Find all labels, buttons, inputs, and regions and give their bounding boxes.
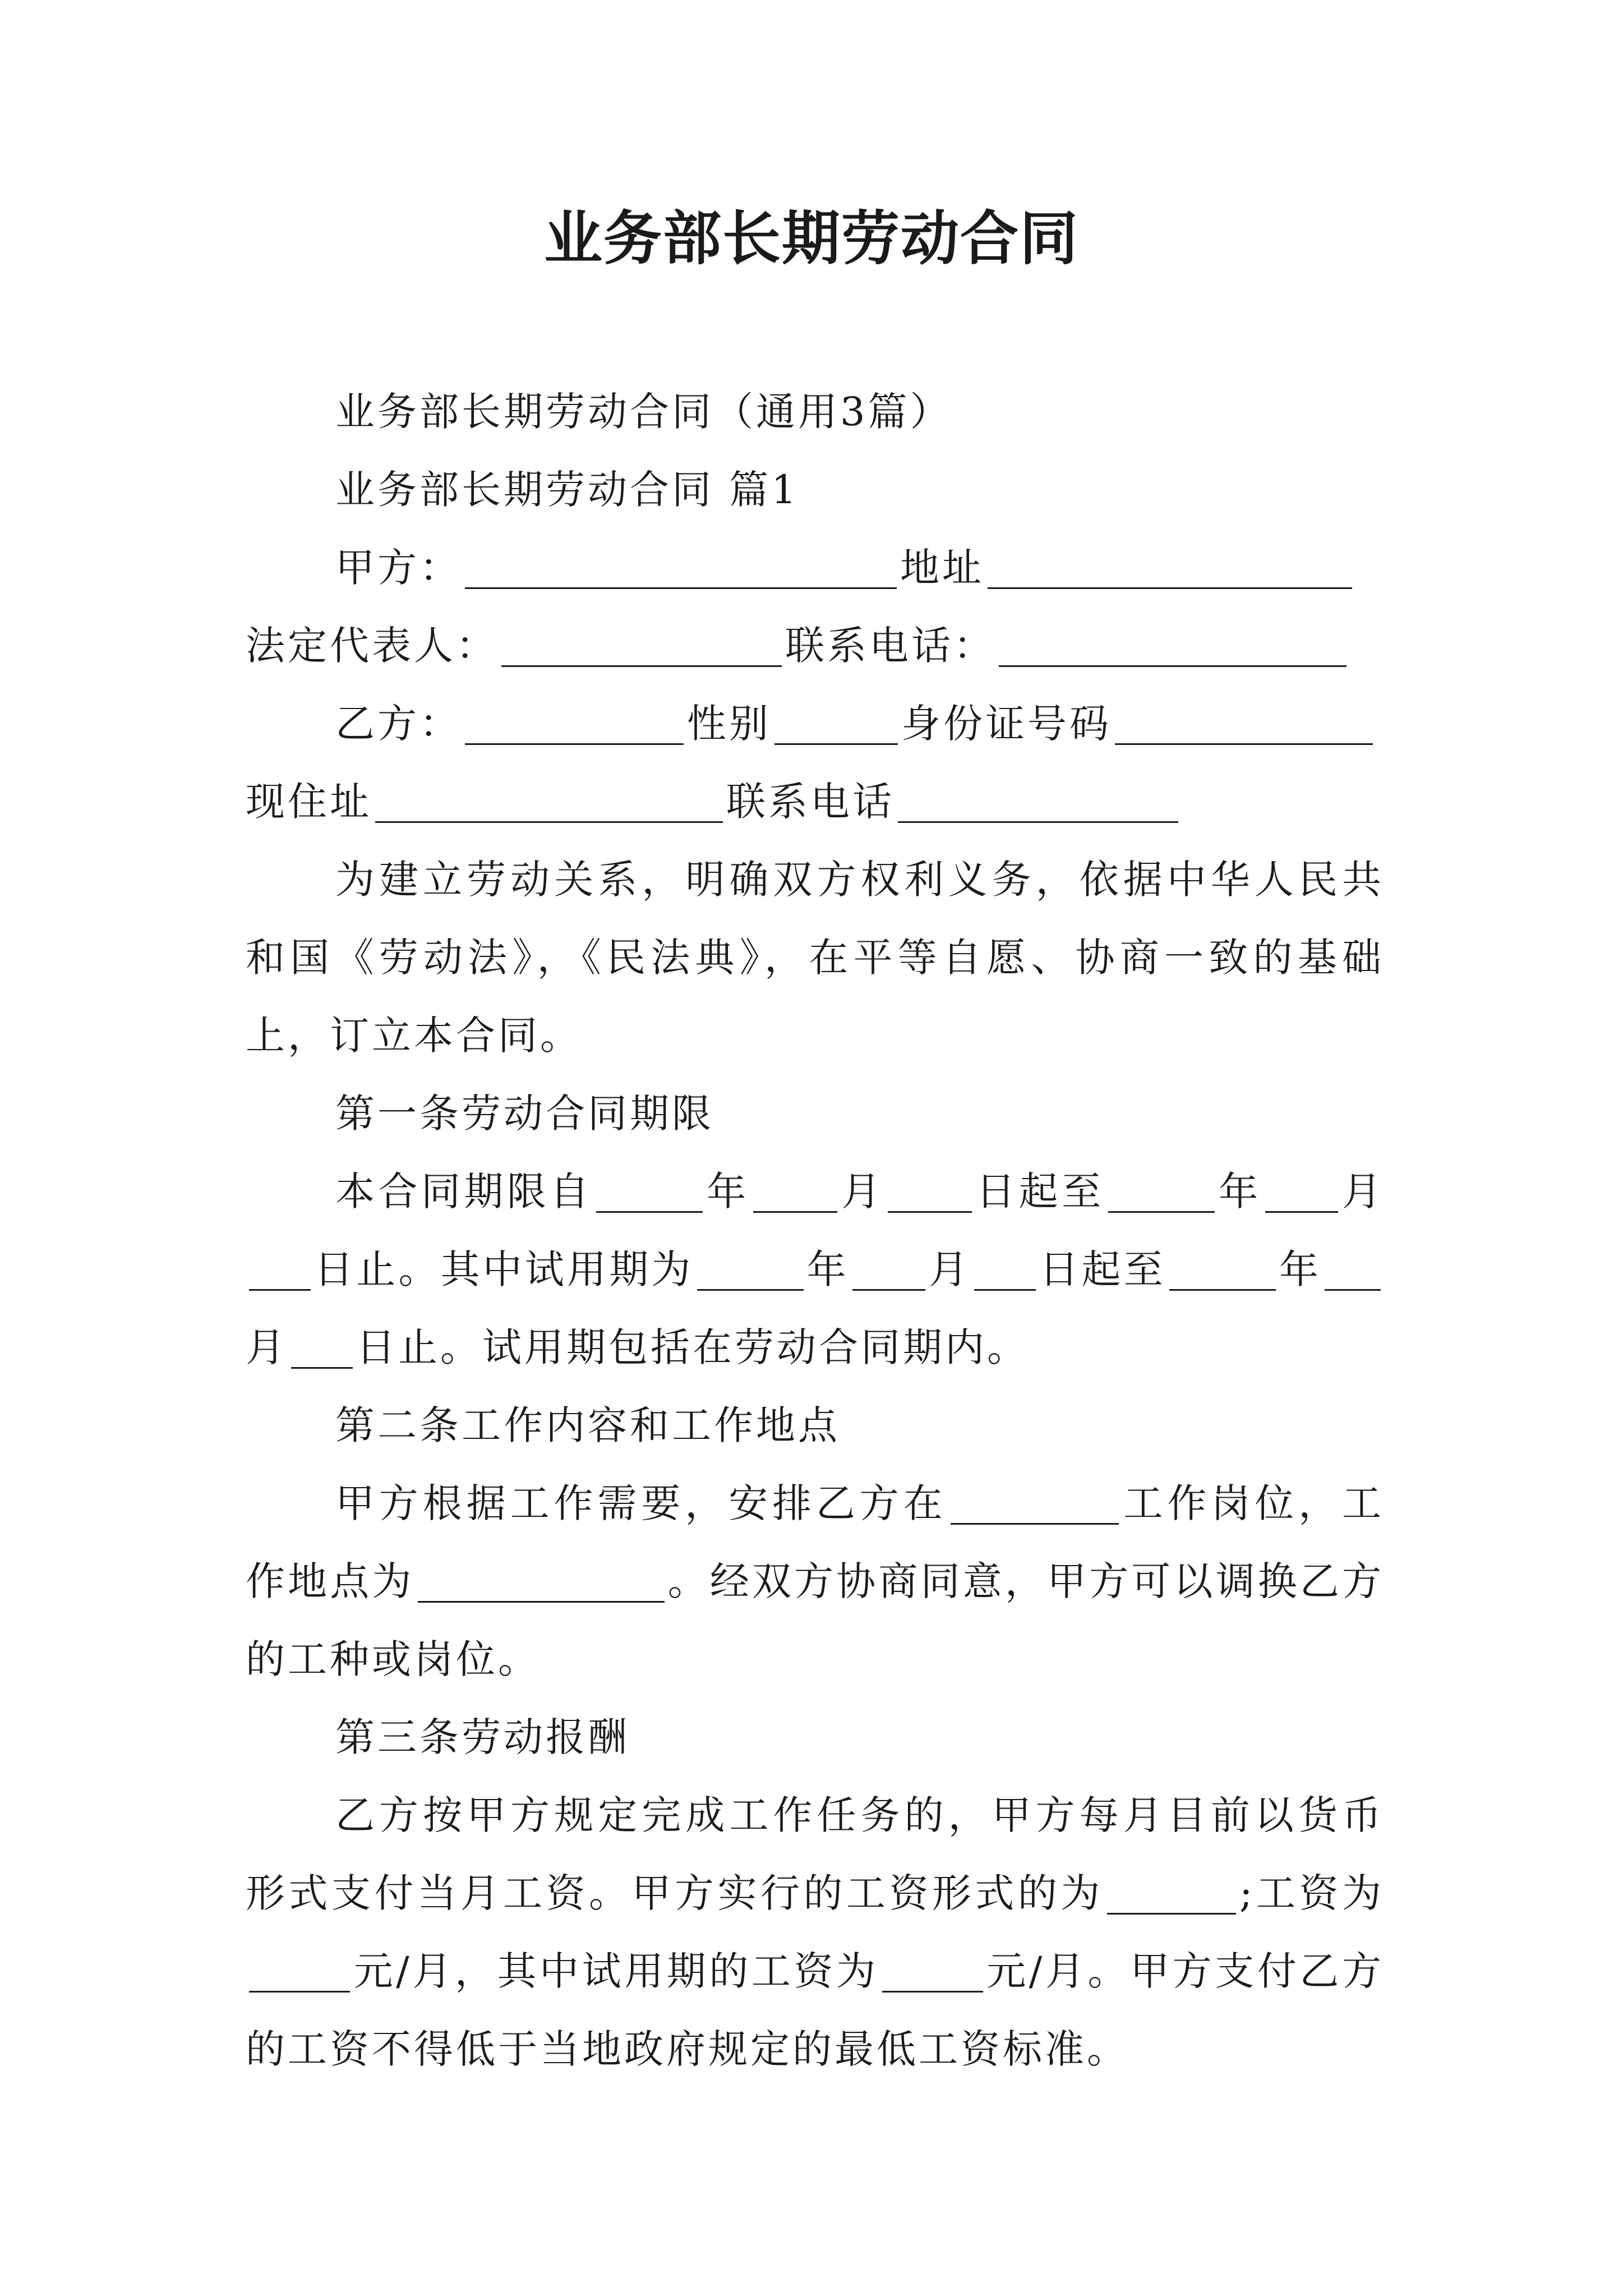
- address-label: 地址: [900, 545, 984, 591]
- gender-label: 性别: [687, 701, 771, 747]
- article-2-text-2: 工作岗位，工作地点为: [246, 1480, 1385, 1604]
- article-3-text: 乙方按甲方规定完成工作任务的，甲方每月目前以货币形式支付当月工资。甲方实行的工资形式的为: [246, 1792, 1384, 1916]
- gender-blank: [774, 710, 898, 745]
- article-1-text: 本合同期限自: [335, 1168, 593, 1214]
- month-label: 月: [246, 1324, 288, 1370]
- start-year-blank: [596, 1177, 703, 1213]
- party-a-label: 甲方：: [335, 545, 462, 591]
- article-2-text-3: 。经双方协商同意，甲方可以调换乙方的工种或岗位。: [246, 1558, 1385, 1682]
- phone-label-a: 联系电话：: [785, 623, 995, 669]
- id-label: 身份证号码: [901, 701, 1112, 747]
- trial-start-year-blank: [697, 1255, 804, 1291]
- month-label: 月: [1341, 1168, 1385, 1214]
- current-address-blank: [375, 788, 723, 823]
- current-address-line: [246, 763, 1384, 841]
- document-title: 业务部长期劳动合同: [543, 204, 1079, 273]
- section-heading: 业务部长期劳动合同 篇1: [335, 467, 799, 513]
- article-3-text-2: ;工资为: [1239, 1870, 1384, 1916]
- wage-form-blank: [1107, 1879, 1236, 1915]
- legal-rep-blank: [501, 632, 782, 667]
- article-1-title: 第一条劳动合同期限: [335, 1091, 714, 1137]
- end-day-blank: [249, 1255, 311, 1291]
- article-3-text-3: 元/月，其中试用期的工资为: [353, 1948, 879, 1994]
- phone-label-b: 联系电话: [726, 779, 895, 825]
- article-2-body: [246, 1465, 1384, 1699]
- year-label: 年: [1279, 1246, 1322, 1292]
- year-label: 年: [706, 1168, 750, 1214]
- legal-rep-label: 法定代表人：: [246, 623, 498, 669]
- phone-a-blank: [999, 632, 1347, 667]
- start-day-blank: [888, 1177, 972, 1213]
- month-label: 月: [840, 1168, 884, 1214]
- legal-rep-line: [246, 607, 1384, 685]
- party-b-line: [246, 685, 1384, 763]
- trial-end-year-blank: [1169, 1255, 1276, 1291]
- trial-start-day-blank: [974, 1255, 1036, 1291]
- end-year-blank: [1108, 1177, 1215, 1213]
- end-month-blank: [1265, 1177, 1338, 1213]
- position-blank: [951, 1489, 1119, 1525]
- article-3-text-4: 元/月。甲方支付乙方的工资不得低于当地政府规定的最低工资标准。: [246, 1948, 1384, 2072]
- article-1-body: [246, 1153, 1384, 1387]
- from-to-label: 日起至: [1039, 1246, 1166, 1292]
- trial-end-day-blank: [291, 1333, 353, 1369]
- intro-paragraph: 为建立劳动关系，明确双方权利义务，依据中华人民共和国《劳动法》，《民法典》，在平等自愿、协商一致的基础上，订立本合同。: [246, 857, 1384, 1059]
- trial-text: 日止。其中试用期为: [314, 1246, 694, 1292]
- address-blank: [988, 554, 1352, 589]
- article-2-title: 第二条工作内容和工作地点: [335, 1402, 840, 1448]
- document-body: [246, 373, 1384, 2088]
- year-label: 年: [806, 1246, 849, 1292]
- workplace-blank: [418, 1567, 665, 1603]
- trial-start-month-blank: [852, 1255, 925, 1291]
- article-2-text: 甲方根据工作需要，安排乙方在: [335, 1480, 947, 1526]
- phone-b-blank: [898, 788, 1178, 823]
- trial-end-text: 日止。试用期包括在劳动合同期内。: [356, 1324, 1029, 1370]
- party-a-blank: [465, 554, 897, 589]
- wage-blank: [249, 1957, 350, 1993]
- article-3-title: 第三条劳动报酬: [335, 1714, 630, 1760]
- trial-end-month-blank: [1325, 1255, 1381, 1291]
- from-to-label: 日起至: [975, 1168, 1105, 1214]
- document-subtitle: 业务部长期劳动合同（通用3篇）: [335, 389, 952, 435]
- party-a-line: [246, 529, 1384, 607]
- party-b-blank: [465, 710, 684, 745]
- party-b-label: 乙方：: [335, 701, 462, 747]
- article-3-body: [246, 1777, 1384, 2088]
- year-label: 年: [1218, 1168, 1262, 1214]
- current-address-label: 现住址: [246, 779, 372, 825]
- month-label: 月: [928, 1246, 971, 1292]
- start-month-blank: [753, 1177, 837, 1213]
- id-blank: [1115, 710, 1373, 745]
- trial-wage-blank: [882, 1957, 983, 1993]
